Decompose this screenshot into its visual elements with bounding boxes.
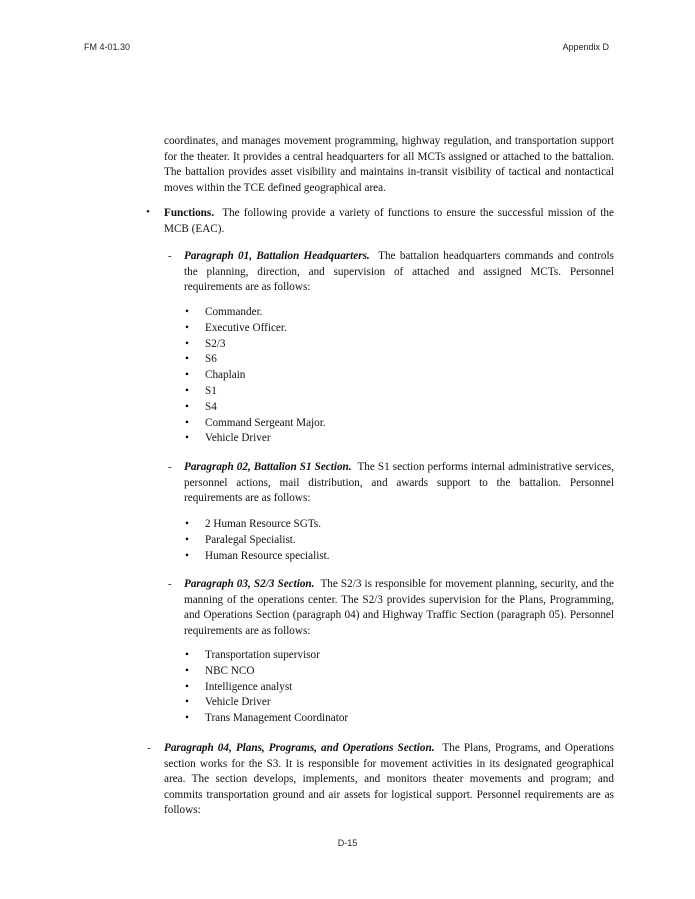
bullet-icon: • — [185, 384, 189, 397]
bullet-icon: • — [185, 664, 189, 677]
list-item: • Human Resource specialist. — [185, 549, 330, 565]
header-appendix: Appendix D — [562, 42, 609, 52]
list-item: • NBC NCO — [185, 664, 348, 680]
bullet-icon: • — [185, 696, 189, 709]
section-paragraph-03 — [184, 577, 614, 639]
section-paragraph-02 — [184, 460, 614, 507]
section-dash: - — [168, 578, 172, 590]
section-title: Paragraph 03, S2/3 Section. — [184, 578, 315, 590]
section-paragraph-01 — [184, 249, 614, 296]
bullet-icon: • — [185, 533, 189, 546]
bullet-icon: • — [185, 649, 189, 661]
section-title: Paragraph 04, Plans, Programs, and Operations Section. — [164, 742, 435, 754]
page-number: D-15 — [337, 838, 358, 848]
section-title: Paragraph 02, Battalion S1 Section. — [184, 461, 352, 473]
section-text: The Plans, Programs, and Operations section works for the S3. It is responsible for movement activities in its designated geographical area. The section develops, implements, and monitors theater movements and program; and commits transportation ground and air assets for logistical support. Personnel requirements are as follows: — [164, 742, 614, 817]
list-item: • Command Sergeant Major. — [185, 416, 326, 432]
section-paragraph-04 — [164, 741, 614, 819]
bullet-icon: • — [185, 432, 189, 445]
functions-bullet: • — [146, 206, 150, 218]
bullet-icon: • — [185, 321, 189, 334]
bullet-icon: • — [185, 680, 189, 693]
list-item: • S1 — [185, 384, 326, 400]
section-title: Paragraph 01, Battalion Headquarters. — [184, 250, 370, 262]
functions-paragraph — [164, 206, 614, 237]
bullet-icon: • — [185, 712, 189, 725]
section-text: The S1 section performs internal administrative services, personnel actions, mail distribution, and awards support to the battalion. Personnel requirements are as follows: — [184, 461, 614, 505]
list-item: • Vehicle Driver — [185, 695, 348, 711]
list-item: • S4 — [185, 400, 326, 416]
list-item: • 2 Human Resource SGTs. — [185, 517, 330, 533]
section-dash: - — [168, 250, 172, 262]
personnel-list-01 — [185, 305, 326, 447]
bullet-icon: • — [185, 518, 189, 530]
bullet-icon: • — [185, 337, 189, 350]
list-item: • Commander. — [185, 305, 326, 321]
bullet-icon: • — [185, 306, 189, 318]
bullet-icon: • — [185, 400, 189, 413]
section-dash: - — [147, 742, 151, 754]
list-item: • Chaplain — [185, 368, 326, 384]
list-item: • Intelligence analyst — [185, 680, 348, 696]
section-text: The S2/3 is responsible for movement planning, security, and the manning of the operations center. The S2/3 provides supervision for the Plans, Programming, and Operations Section (paragraph 04) and Highway Traffic Section (paragraph 05). Personnel requirements are as follows: — [184, 578, 615, 637]
personnel-list-02 — [185, 517, 330, 564]
intro-paragraph: coordinates, and manages movement programming, highway regulation, and transportation support for the theater. It provides a central headquarters for all MCTs assigned or attached to the battalion. The battalion provides asset visibility and maintains in-transit visibility of tactical and nontactical moves within the TCE defined geographical area. — [164, 135, 614, 194]
list-item: • S2/3 — [185, 337, 326, 353]
personnel-list-03 — [185, 648, 348, 727]
list-item: • Vehicle Driver — [185, 431, 326, 447]
bullet-icon: • — [185, 549, 189, 562]
functions-text: The following provide a variety of functions to ensure the successful mission of the MCB (EAC). — [164, 207, 614, 235]
list-item: • Paralegal Specialist. — [185, 533, 330, 549]
bullet-icon: • — [185, 416, 189, 429]
section-dash: - — [168, 461, 172, 473]
functions-title: Functions. — [164, 207, 215, 219]
section-text: The battalion headquarters commands and controls the planning, direction, and supervision of attached and assigned MCTs. Personnel requirements are as follows: — [184, 250, 614, 294]
bullet-icon: • — [185, 369, 189, 382]
list-item: • S6 — [185, 352, 326, 368]
bullet-icon: • — [185, 353, 189, 366]
list-item: • Executive Officer. — [185, 321, 326, 337]
list-item: • Transportation supervisor — [185, 648, 348, 664]
header-document-id: FM 4-01.30 — [84, 42, 131, 52]
list-item: • Trans Management Coordinator — [185, 711, 348, 727]
